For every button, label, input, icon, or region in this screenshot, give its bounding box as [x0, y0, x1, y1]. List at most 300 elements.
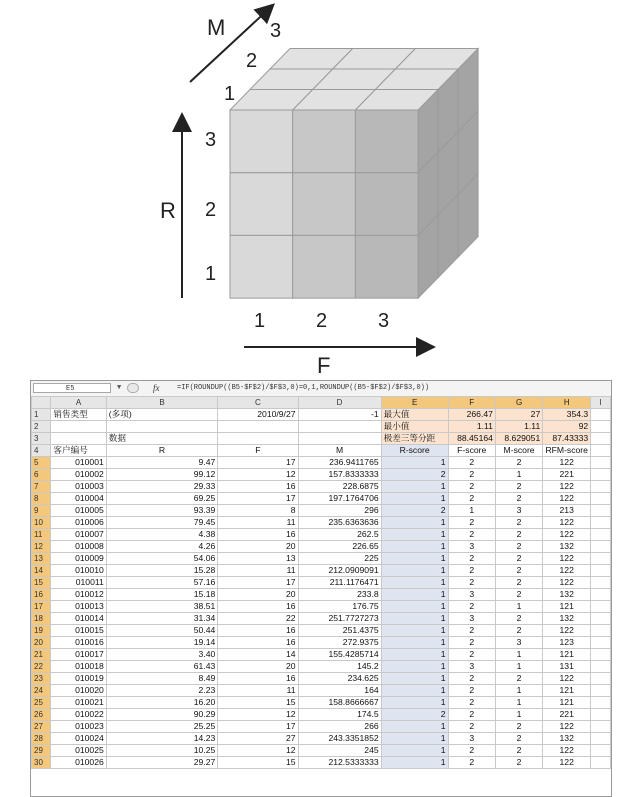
customer-id-cell[interactable]: 010001 [51, 457, 106, 469]
customer-id-cell[interactable]: 010005 [51, 505, 106, 517]
r-score-cell[interactable]: 1 [381, 733, 448, 745]
f-value-cell[interactable]: 13 [218, 553, 298, 565]
r-value-cell[interactable]: 79.45 [106, 517, 217, 529]
rfm-score-cell[interactable]: 122 [543, 757, 591, 769]
customer-id-cell[interactable]: 010007 [51, 529, 106, 541]
f-value-cell[interactable]: 15 [218, 697, 298, 709]
r-score-cell[interactable]: 1 [381, 637, 448, 649]
customer-id-cell[interactable]: 010026 [51, 757, 106, 769]
row-header[interactable]: 10 [32, 517, 51, 529]
f-value-cell[interactable]: 17 [218, 493, 298, 505]
r-score-cell[interactable]: 1 [381, 745, 448, 757]
row-header[interactable]: 12 [32, 541, 51, 553]
f-score-cell[interactable]: 3 [448, 541, 495, 553]
m-value-cell[interactable]: 145.2 [298, 661, 381, 673]
customer-id-cell[interactable]: 010017 [51, 649, 106, 661]
row-header[interactable]: 28 [32, 733, 51, 745]
cell-g2[interactable]: 1.11 [495, 421, 542, 433]
r-value-cell[interactable]: 50.44 [106, 625, 217, 637]
cell-b2[interactable] [106, 421, 217, 433]
r-score-cell[interactable]: 1 [381, 625, 448, 637]
m-value-cell[interactable]: 235.6363636 [298, 517, 381, 529]
m-score-cell[interactable]: 2 [495, 721, 542, 733]
r-value-cell[interactable]: 25.25 [106, 721, 217, 733]
r-value-cell[interactable]: 2.23 [106, 685, 217, 697]
rfm-score-cell[interactable]: 132 [543, 613, 591, 625]
cell-d2[interactable] [298, 421, 381, 433]
r-score-cell[interactable]: 1 [381, 697, 448, 709]
row-header[interactable]: 13 [32, 553, 51, 565]
cancel-enter-button[interactable] [127, 383, 139, 393]
row-header[interactable]: 17 [32, 601, 51, 613]
f-score-cell[interactable]: 3 [448, 589, 495, 601]
r-value-cell[interactable]: 69.25 [106, 493, 217, 505]
rfm-score-cell[interactable]: 121 [543, 697, 591, 709]
m-score-cell[interactable]: 2 [495, 541, 542, 553]
r-value-cell[interactable]: 16.20 [106, 697, 217, 709]
r-score-cell[interactable]: 1 [381, 493, 448, 505]
row-header[interactable]: 6 [32, 469, 51, 481]
customer-id-cell[interactable]: 010002 [51, 469, 106, 481]
m-value-cell[interactable]: 251.7727273 [298, 613, 381, 625]
empty-cell[interactable] [591, 565, 611, 577]
m-value-cell[interactable]: 251.4375 [298, 625, 381, 637]
m-score-cell[interactable]: 1 [495, 709, 542, 721]
row-header[interactable]: 16 [32, 589, 51, 601]
column-header-d[interactable]: D [298, 397, 381, 409]
row-header[interactable]: 3 [32, 433, 51, 445]
m-value-cell[interactable]: 228.6875 [298, 481, 381, 493]
m-score-cell[interactable]: 2 [495, 517, 542, 529]
empty-cell[interactable] [591, 469, 611, 481]
customer-id-cell[interactable]: 010012 [51, 589, 106, 601]
cell-h1[interactable]: 354.3 [543, 409, 591, 421]
f-score-cell[interactable]: 2 [448, 709, 495, 721]
r-score-cell[interactable]: 1 [381, 673, 448, 685]
f-score-cell[interactable]: 2 [448, 493, 495, 505]
f-value-cell[interactable]: 16 [218, 481, 298, 493]
r-value-cell[interactable]: 90.29 [106, 709, 217, 721]
row-header[interactable]: 4 [32, 445, 51, 457]
rfm-score-cell[interactable]: 131 [543, 661, 591, 673]
customer-id-cell[interactable]: 010004 [51, 493, 106, 505]
m-score-cell[interactable]: 1 [495, 469, 542, 481]
f-value-cell[interactable]: 16 [218, 673, 298, 685]
f-value-cell[interactable]: 17 [218, 577, 298, 589]
r-score-cell[interactable]: 2 [381, 469, 448, 481]
empty-cell[interactable] [591, 757, 611, 769]
row-header[interactable]: 20 [32, 637, 51, 649]
row-header[interactable]: 18 [32, 613, 51, 625]
m-score-cell[interactable]: 3 [495, 637, 542, 649]
f-value-cell[interactable]: 11 [218, 517, 298, 529]
rfm-score-cell[interactable]: 122 [543, 577, 591, 589]
r-score-cell[interactable]: 1 [381, 457, 448, 469]
row-header[interactable]: 30 [32, 757, 51, 769]
cell-f1[interactable]: 266.47 [448, 409, 495, 421]
m-value-cell[interactable]: 225 [298, 553, 381, 565]
empty-cell[interactable] [591, 613, 611, 625]
row-header[interactable]: 5 [32, 457, 51, 469]
r-value-cell[interactable]: 31.34 [106, 613, 217, 625]
customer-id-cell[interactable]: 010016 [51, 637, 106, 649]
r-score-cell[interactable]: 1 [381, 553, 448, 565]
f-score-cell[interactable]: 2 [448, 625, 495, 637]
r-value-cell[interactable]: 14.23 [106, 733, 217, 745]
row-header[interactable]: 23 [32, 673, 51, 685]
empty-cell[interactable] [591, 517, 611, 529]
rfm-score-cell[interactable]: 132 [543, 589, 591, 601]
empty-cell[interactable] [591, 481, 611, 493]
f-value-cell[interactable]: 20 [218, 661, 298, 673]
cell-e4[interactable]: R-score [381, 445, 448, 457]
cell-i1[interactable] [591, 409, 611, 421]
cell-b4[interactable]: R [106, 445, 217, 457]
cell-i4[interactable] [591, 445, 611, 457]
column-header-g[interactable]: G [495, 397, 542, 409]
empty-cell[interactable] [591, 637, 611, 649]
m-score-cell[interactable]: 2 [495, 733, 542, 745]
m-value-cell[interactable]: 157.8333333 [298, 469, 381, 481]
rfm-score-cell[interactable]: 213 [543, 505, 591, 517]
f-score-cell[interactable]: 2 [448, 745, 495, 757]
m-score-cell[interactable]: 1 [495, 601, 542, 613]
column-header-i[interactable]: I [591, 397, 611, 409]
m-score-cell[interactable]: 2 [495, 673, 542, 685]
cell-f2[interactable]: 1.11 [448, 421, 495, 433]
row-header[interactable]: 11 [32, 529, 51, 541]
empty-cell[interactable] [591, 685, 611, 697]
name-box[interactable]: E5 [33, 383, 111, 393]
customer-id-cell[interactable]: 010006 [51, 517, 106, 529]
f-value-cell[interactable]: 20 [218, 541, 298, 553]
customer-id-cell[interactable]: 010021 [51, 697, 106, 709]
r-value-cell[interactable]: 54.06 [106, 553, 217, 565]
empty-cell[interactable] [591, 709, 611, 721]
customer-id-cell[interactable]: 010011 [51, 577, 106, 589]
column-header-a[interactable]: A [51, 397, 106, 409]
m-score-cell[interactable]: 2 [495, 757, 542, 769]
r-score-cell[interactable]: 1 [381, 721, 448, 733]
r-score-cell[interactable]: 1 [381, 649, 448, 661]
cell-b3[interactable]: 数据 [106, 433, 217, 445]
empty-cell[interactable] [591, 721, 611, 733]
f-score-cell[interactable]: 2 [448, 721, 495, 733]
cell-c2[interactable] [218, 421, 298, 433]
r-score-cell[interactable]: 1 [381, 565, 448, 577]
cell-f3[interactable]: 88.45164 [448, 433, 495, 445]
f-score-cell[interactable]: 2 [448, 649, 495, 661]
cell-d4[interactable]: M [298, 445, 381, 457]
f-value-cell[interactable]: 20 [218, 589, 298, 601]
m-value-cell[interactable]: 212.5333333 [298, 757, 381, 769]
rfm-score-cell[interactable]: 221 [543, 709, 591, 721]
customer-id-cell[interactable]: 010008 [51, 541, 106, 553]
m-score-cell[interactable]: 2 [495, 481, 542, 493]
r-value-cell[interactable]: 61.43 [106, 661, 217, 673]
m-score-cell[interactable]: 1 [495, 649, 542, 661]
r-value-cell[interactable]: 15.28 [106, 565, 217, 577]
cell-f4[interactable]: F-score [448, 445, 495, 457]
r-score-cell[interactable]: 1 [381, 685, 448, 697]
cell-g4[interactable]: M-score [495, 445, 542, 457]
customer-id-cell[interactable]: 010020 [51, 685, 106, 697]
formula-input[interactable]: =IF(ROUNDUP((B5-$F$2)/$F$3,0)=0,1,ROUNDUP((B5-$F$2)/$F$3,0)) [177, 384, 430, 392]
rfm-score-cell[interactable]: 122 [543, 517, 591, 529]
rfm-score-cell[interactable]: 122 [543, 625, 591, 637]
f-score-cell[interactable]: 2 [448, 673, 495, 685]
select-all-corner[interactable] [32, 397, 51, 409]
f-value-cell[interactable]: 16 [218, 637, 298, 649]
f-value-cell[interactable]: 27 [218, 733, 298, 745]
m-value-cell[interactable]: 176.75 [298, 601, 381, 613]
m-value-cell[interactable]: 164 [298, 685, 381, 697]
rfm-score-cell[interactable]: 122 [543, 565, 591, 577]
empty-cell[interactable] [591, 649, 611, 661]
customer-id-cell[interactable]: 010025 [51, 745, 106, 757]
customer-id-cell[interactable]: 010003 [51, 481, 106, 493]
empty-cell[interactable] [591, 529, 611, 541]
f-score-cell[interactable]: 3 [448, 613, 495, 625]
cell-c3[interactable] [218, 433, 298, 445]
r-score-cell[interactable]: 1 [381, 601, 448, 613]
cell-h4[interactable]: RFM-score [543, 445, 591, 457]
rfm-score-cell[interactable]: 122 [543, 493, 591, 505]
empty-cell[interactable] [591, 733, 611, 745]
cell-g1[interactable]: 27 [495, 409, 542, 421]
r-value-cell[interactable]: 29.33 [106, 481, 217, 493]
f-score-cell[interactable]: 2 [448, 757, 495, 769]
f-score-cell[interactable]: 1 [448, 505, 495, 517]
row-header[interactable]: 15 [32, 577, 51, 589]
m-score-cell[interactable]: 2 [495, 553, 542, 565]
m-value-cell[interactable]: 243.3351852 [298, 733, 381, 745]
empty-cell[interactable] [591, 697, 611, 709]
row-header[interactable]: 2 [32, 421, 51, 433]
m-score-cell[interactable]: 3 [495, 505, 542, 517]
r-score-cell[interactable]: 1 [381, 661, 448, 673]
f-value-cell[interactable]: 11 [218, 565, 298, 577]
m-value-cell[interactable]: 211.1176471 [298, 577, 381, 589]
cell-h3[interactable]: 87.43333 [543, 433, 591, 445]
f-value-cell[interactable]: 16 [218, 625, 298, 637]
f-value-cell[interactable]: 17 [218, 721, 298, 733]
empty-cell[interactable] [591, 541, 611, 553]
cell-e1[interactable]: 最大值 [381, 409, 448, 421]
m-value-cell[interactable]: 233.8 [298, 589, 381, 601]
m-value-cell[interactable]: 226.65 [298, 541, 381, 553]
row-header[interactable]: 7 [32, 481, 51, 493]
cell-a1[interactable]: 销售类型 [51, 409, 106, 421]
f-value-cell[interactable]: 17 [218, 457, 298, 469]
cell-i2[interactable] [591, 421, 611, 433]
empty-cell[interactable] [591, 589, 611, 601]
rfm-score-cell[interactable]: 132 [543, 541, 591, 553]
m-score-cell[interactable]: 2 [495, 613, 542, 625]
f-score-cell[interactable]: 3 [448, 661, 495, 673]
rfm-score-cell[interactable]: 221 [543, 469, 591, 481]
m-value-cell[interactable]: 236.9411765 [298, 457, 381, 469]
f-value-cell[interactable]: 16 [218, 529, 298, 541]
f-value-cell[interactable]: 8 [218, 505, 298, 517]
row-header[interactable]: 24 [32, 685, 51, 697]
m-value-cell[interactable]: 296 [298, 505, 381, 517]
f-value-cell[interactable]: 12 [218, 709, 298, 721]
empty-cell[interactable] [591, 505, 611, 517]
rfm-score-cell[interactable]: 121 [543, 685, 591, 697]
m-value-cell[interactable]: 262.5 [298, 529, 381, 541]
f-value-cell[interactable]: 12 [218, 469, 298, 481]
customer-id-cell[interactable]: 010013 [51, 601, 106, 613]
rfm-score-cell[interactable]: 123 [543, 637, 591, 649]
f-score-cell[interactable]: 2 [448, 529, 495, 541]
f-value-cell[interactable]: 14 [218, 649, 298, 661]
row-header[interactable]: 19 [32, 625, 51, 637]
f-score-cell[interactable]: 2 [448, 637, 495, 649]
cell-a3[interactable] [51, 433, 106, 445]
m-value-cell[interactable]: 155.4285714 [298, 649, 381, 661]
row-header[interactable]: 26 [32, 709, 51, 721]
rfm-score-cell[interactable]: 122 [543, 721, 591, 733]
rfm-score-cell[interactable]: 122 [543, 745, 591, 757]
empty-cell[interactable] [591, 673, 611, 685]
r-score-cell[interactable]: 1 [381, 589, 448, 601]
f-score-cell[interactable]: 2 [448, 481, 495, 493]
row-header[interactable]: 22 [32, 661, 51, 673]
row-header[interactable]: 27 [32, 721, 51, 733]
customer-id-cell[interactable]: 010014 [51, 613, 106, 625]
m-value-cell[interactable]: 272.9375 [298, 637, 381, 649]
cell-c1[interactable]: 2010/9/27 [218, 409, 298, 421]
r-value-cell[interactable]: 9.47 [106, 457, 217, 469]
customer-id-cell[interactable]: 010018 [51, 661, 106, 673]
m-score-cell[interactable]: 2 [495, 577, 542, 589]
r-value-cell[interactable]: 3.40 [106, 649, 217, 661]
m-value-cell[interactable]: 234.625 [298, 673, 381, 685]
cell-d1[interactable]: -1 [298, 409, 381, 421]
m-score-cell[interactable]: 1 [495, 685, 542, 697]
cell-h2[interactable]: 92 [543, 421, 591, 433]
r-value-cell[interactable]: 99.12 [106, 469, 217, 481]
row-header[interactable]: 21 [32, 649, 51, 661]
r-score-cell[interactable]: 2 [381, 709, 448, 721]
customer-id-cell[interactable]: 010009 [51, 553, 106, 565]
r-score-cell[interactable]: 1 [381, 529, 448, 541]
m-score-cell[interactable]: 2 [495, 493, 542, 505]
f-score-cell[interactable]: 3 [448, 733, 495, 745]
cell-a2[interactable] [51, 421, 106, 433]
row-header[interactable]: 14 [32, 565, 51, 577]
empty-cell[interactable] [591, 577, 611, 589]
name-box-dropdown-icon[interactable]: ▼ [117, 384, 122, 392]
column-header-e[interactable]: E [381, 397, 448, 409]
f-score-cell[interactable]: 2 [448, 553, 495, 565]
f-score-cell[interactable]: 2 [448, 577, 495, 589]
f-score-cell[interactable]: 2 [448, 601, 495, 613]
r-value-cell[interactable]: 4.38 [106, 529, 217, 541]
m-score-cell[interactable]: 2 [495, 745, 542, 757]
m-score-cell[interactable]: 2 [495, 625, 542, 637]
f-value-cell[interactable]: 22 [218, 613, 298, 625]
rfm-score-cell[interactable]: 132 [543, 733, 591, 745]
f-score-cell[interactable]: 2 [448, 457, 495, 469]
column-header-h[interactable]: H [543, 397, 591, 409]
rfm-score-cell[interactable]: 121 [543, 601, 591, 613]
row-header[interactable]: 8 [32, 493, 51, 505]
m-value-cell[interactable]: 212.0909091 [298, 565, 381, 577]
empty-cell[interactable] [591, 625, 611, 637]
empty-cell[interactable] [591, 601, 611, 613]
m-score-cell[interactable]: 1 [495, 697, 542, 709]
m-value-cell[interactable]: 266 [298, 721, 381, 733]
cell-e2[interactable]: 最小值 [381, 421, 448, 433]
r-value-cell[interactable]: 15.18 [106, 589, 217, 601]
f-score-cell[interactable]: 2 [448, 517, 495, 529]
f-value-cell[interactable]: 15 [218, 757, 298, 769]
m-value-cell[interactable]: 158.8666667 [298, 697, 381, 709]
m-score-cell[interactable]: 1 [495, 661, 542, 673]
customer-id-cell[interactable]: 010015 [51, 625, 106, 637]
r-score-cell[interactable]: 1 [381, 541, 448, 553]
cell-b1[interactable]: (多项) [106, 409, 217, 421]
empty-cell[interactable] [591, 457, 611, 469]
row-header[interactable]: 9 [32, 505, 51, 517]
r-score-cell[interactable]: 1 [381, 613, 448, 625]
m-score-cell[interactable]: 2 [495, 529, 542, 541]
r-value-cell[interactable]: 57.16 [106, 577, 217, 589]
rfm-score-cell[interactable]: 122 [543, 481, 591, 493]
customer-id-cell[interactable]: 010023 [51, 721, 106, 733]
r-value-cell[interactable]: 10.25 [106, 745, 217, 757]
empty-cell[interactable] [591, 493, 611, 505]
customer-id-cell[interactable]: 010010 [51, 565, 106, 577]
r-score-cell[interactable]: 1 [381, 577, 448, 589]
rfm-score-cell[interactable]: 122 [543, 673, 591, 685]
r-score-cell[interactable]: 1 [381, 481, 448, 493]
r-value-cell[interactable]: 8.49 [106, 673, 217, 685]
m-value-cell[interactable]: 197.1764706 [298, 493, 381, 505]
r-value-cell[interactable]: 4.26 [106, 541, 217, 553]
f-value-cell[interactable]: 16 [218, 601, 298, 613]
row-header[interactable]: 29 [32, 745, 51, 757]
m-score-cell[interactable]: 2 [495, 565, 542, 577]
m-score-cell[interactable]: 2 [495, 457, 542, 469]
rfm-score-cell[interactable]: 122 [543, 553, 591, 565]
r-value-cell[interactable]: 38.51 [106, 601, 217, 613]
rfm-score-cell[interactable]: 122 [543, 457, 591, 469]
r-score-cell[interactable]: 1 [381, 517, 448, 529]
empty-cell[interactable] [591, 745, 611, 757]
customer-id-cell[interactable]: 010022 [51, 709, 106, 721]
r-value-cell[interactable]: 93.39 [106, 505, 217, 517]
r-value-cell[interactable]: 19.14 [106, 637, 217, 649]
f-score-cell[interactable]: 2 [448, 685, 495, 697]
column-header-f[interactable]: F [448, 397, 495, 409]
cell-c4[interactable]: F [218, 445, 298, 457]
column-header-c[interactable]: C [218, 397, 298, 409]
insert-function-icon[interactable]: fx [153, 383, 160, 393]
cell-d3[interactable] [298, 433, 381, 445]
empty-cell[interactable] [591, 553, 611, 565]
empty-cell[interactable] [591, 661, 611, 673]
r-score-cell[interactable]: 2 [381, 505, 448, 517]
cell-e3[interactable]: 极差三等分距 [381, 433, 448, 445]
m-value-cell[interactable]: 174.5 [298, 709, 381, 721]
rfm-score-cell[interactable]: 121 [543, 649, 591, 661]
customer-id-cell[interactable]: 010019 [51, 673, 106, 685]
m-value-cell[interactable]: 245 [298, 745, 381, 757]
f-value-cell[interactable]: 12 [218, 745, 298, 757]
